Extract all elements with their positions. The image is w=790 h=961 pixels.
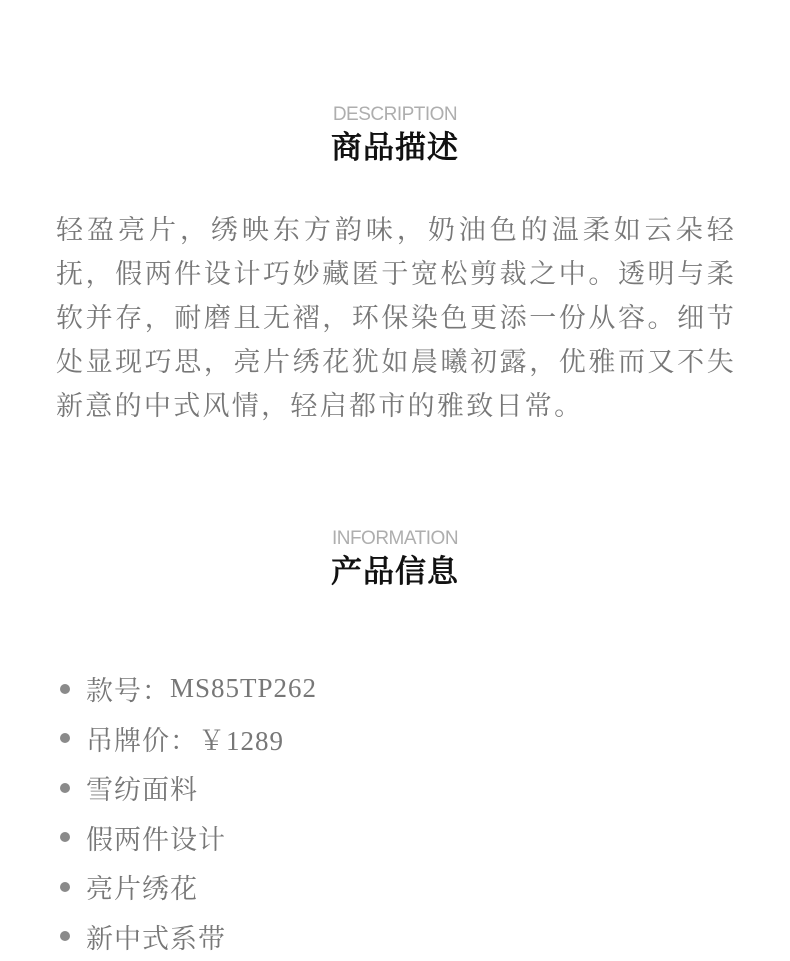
info-label: 款号： [86, 669, 170, 708]
info-label: 新中式系带 [86, 917, 226, 956]
info-item-design [60, 813, 317, 863]
bullet-icon [60, 832, 70, 842]
info-item-fabric [60, 763, 317, 813]
bullet-icon [60, 882, 70, 892]
bullet-icon [60, 733, 70, 743]
info-item-tie [60, 912, 317, 961]
info-value: ￥1289 [198, 719, 284, 758]
information-label: INFORMATION [0, 528, 790, 550]
info-label: 吊牌价： [86, 719, 198, 758]
bullet-icon [60, 931, 70, 941]
description-title: 商品描述 [0, 130, 790, 166]
product-info-list [60, 664, 317, 961]
info-value: MS85TP262 [170, 673, 317, 704]
information-title: 产品信息 [0, 554, 790, 590]
product-description: 轻盈亮片，绣映东方韵味，奶油色的温柔如云朵轻抚，假两件设计巧妙藏匿于宽松剪裁之中。透明与柔软并存，耐磨且无褶，环保染色更添一份从容。细节处显现巧思，亮片绣花犹如晨曦初露，优雅而又不失新意的中式风情，轻启都市的雅致日常。 [56, 209, 736, 429]
description-label: DESCRIPTION [0, 104, 790, 126]
info-item-embroidery [60, 862, 317, 912]
bullet-icon [60, 783, 70, 793]
info-item-style-number [60, 664, 317, 714]
info-item-tag-price [60, 714, 317, 764]
bullet-icon [60, 684, 70, 694]
info-label: 雪纺面料 [86, 768, 198, 807]
info-label: 假两件设计 [86, 818, 226, 857]
info-label: 亮片绣花 [86, 867, 198, 906]
